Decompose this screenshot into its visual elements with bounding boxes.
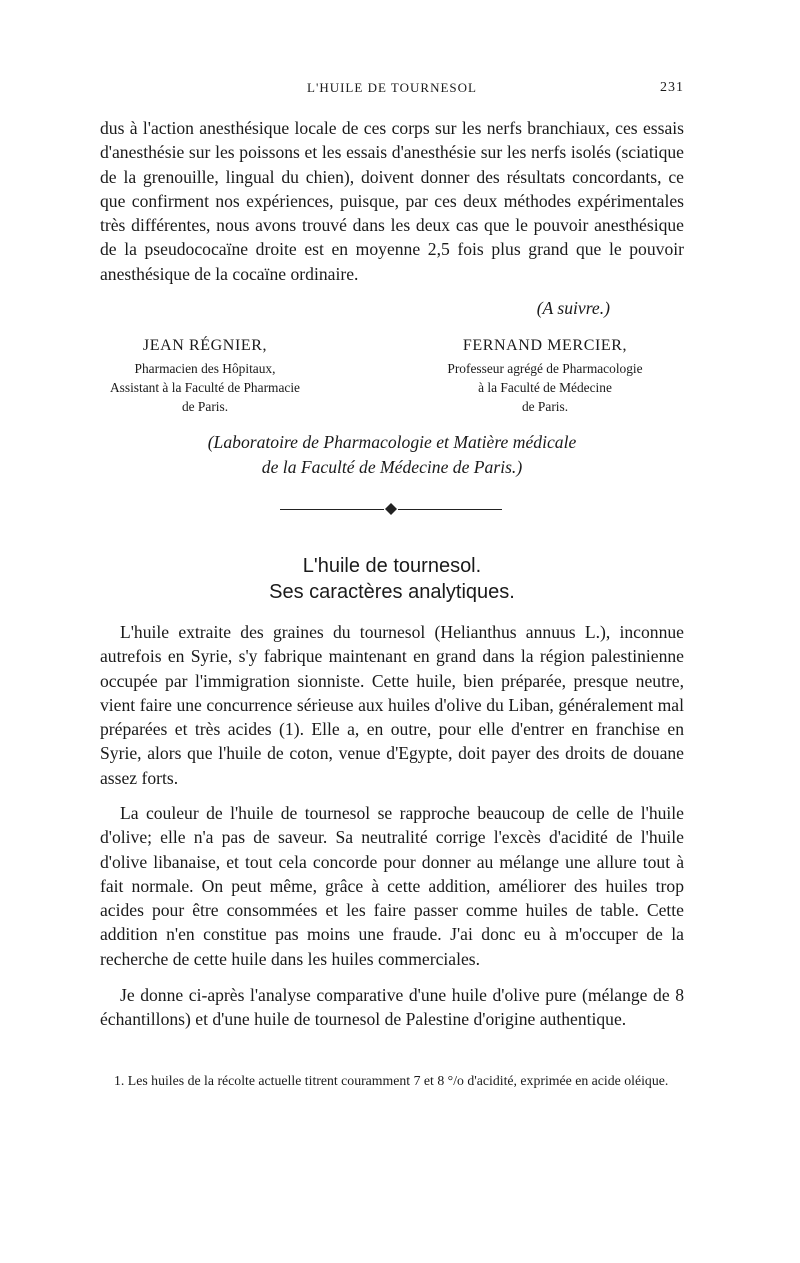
running-head-title: L'HUILE DE TOURNESOL xyxy=(307,80,477,95)
author-title-line: Professeur agrégé de Pharmacologie xyxy=(447,361,643,376)
author-name: FERNAND MERCIER, xyxy=(462,337,628,354)
page-number: 231 xyxy=(660,80,684,95)
author-title-line: Assistant à la Faculté de Pharmacie xyxy=(109,380,300,395)
body-paragraph-1: L'huile extraite des graines du tournesol (Helianthus annuus L.), inconnue autrefois en Syrie, s'y fabrique maintenant en grand dans la région palestinienne occupée par l'immigration sionniste. Cette huile, bien préparée, presque neutre, vient faire une concurrence sérieuse aux huiles d'olive du Liban, généralement mal préparées et très acides (1). Elle a, en outre, pour elle d'entrer en franchise en Syrie, alors que l'huile de coton, venue d'Egypte, doit payer des droits de douane assez forts. xyxy=(100,622,684,788)
laboratory-affiliation xyxy=(100,430,684,480)
author-title-line: de Paris. xyxy=(521,399,569,414)
to-be-continued: (A suivre.) xyxy=(536,298,610,318)
intro-paragraph: dus à l'action anesthésique locale de ces corps sur les nerfs branchiaux, ces essais d'anesthésie sur les poissons et les essais d'anesthésie sur les nerfs isolés (sciatique de la grenouille, lingual du chien), doivent donner des résultats concordants, ce que confirment nos expériences, puisque, par ces deux méthodes expérimentales très différentes, nous avons trouvé dans les deux cas que le pouvoir anesthésique de la pseudococaïne droite est en moyenne 2,5 fois plus grand que le pouvoir anesthésique de la cocaïne ordinaire. xyxy=(100,118,684,284)
divider-line-right xyxy=(398,509,502,510)
body-paragraph-2: La couleur de l'huile de tournesol se rapproche beaucoup de celle de l'huile d'olive; elle n'a pas de saveur. Sa neutralité corrige l'excès d'acidité de l'huile d'olive libanaise, et tout cela concorde pour donner au mélange une allure tout à fait normale. On peut même, grâce à cette addition, améliorer des huiles trop acides pour être consommées et les faire passer comme huiles de table. Cette addition n'en constitue pas moins une fraude. J'ai donc eu à m'occuper de la recherche de cette huile dans les huiles commerciales. xyxy=(100,803,684,969)
article-title-line-1: L'huile de tournesol. xyxy=(302,555,482,577)
body-paragraph-3: Je donne ci-après l'analyse comparative d'une huile d'olive pure (mélange de 8 échantillons) et d'une huile de tournesol de Palestine d'origine authentique. xyxy=(100,985,684,1030)
author-block-mercier xyxy=(400,336,690,416)
author-name: JEAN RÉGNIER, xyxy=(142,337,268,354)
article-title-line-2: Ses caractères analytiques. xyxy=(269,581,515,603)
article-title xyxy=(100,553,684,605)
affiliation-line: (Laboratoire de Pharmacologie et Matière médicale xyxy=(207,432,577,452)
running-head xyxy=(100,80,684,100)
author-title-line: de Paris. xyxy=(181,399,229,414)
affiliation-line: de la Faculté de Médecine de Paris.) xyxy=(261,457,523,477)
section-divider xyxy=(280,502,502,516)
footnote: 1. Les huiles de la récolte actuelle titrent couramment 7 et 8 °/o d'acidité, exprimée en acide oléique. xyxy=(114,1073,669,1088)
diamond-ornament-icon xyxy=(384,502,398,516)
divider-line-left xyxy=(280,509,384,510)
author-title-line: Pharmacien des Hôpitaux, xyxy=(134,361,276,376)
author-title-line: à la Faculté de Médecine xyxy=(478,380,612,395)
author-block-regnier xyxy=(60,336,350,416)
